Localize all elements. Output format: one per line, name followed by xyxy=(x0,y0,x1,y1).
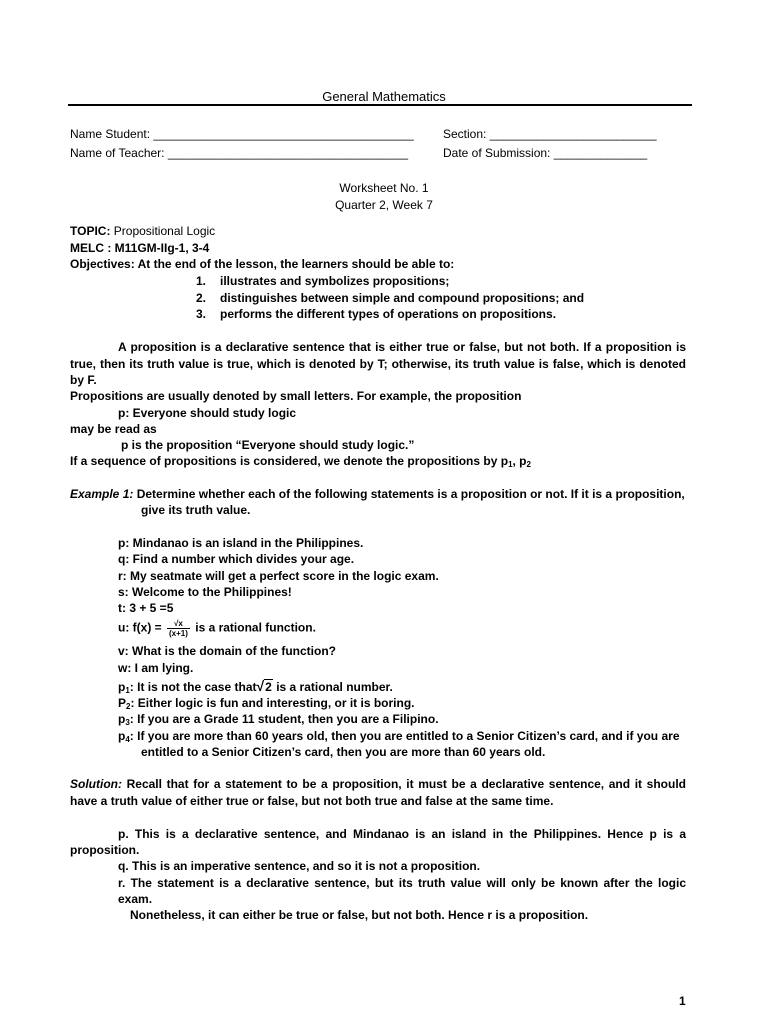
date-submission-field: Date of Submission: ______________ xyxy=(443,146,648,160)
statement-r: r: My seatmate will get a perfect score in the logic exam. xyxy=(118,569,439,583)
name-student-field: Name Student: _______________________________________ xyxy=(70,127,414,141)
statement-p2: $P_2$: Either logic is fun and interesting, or it is boring. xyxy=(118,696,415,711)
melc-line xyxy=(70,240,686,256)
statement-t: t: 3 + 5 =5 xyxy=(118,601,174,615)
solution-label: Solution: xyxy=(70,777,122,791)
definition-line-3: by F. xyxy=(70,373,97,387)
objective-item: 1. illustrates and symbolizes propositions; xyxy=(196,274,450,288)
statement-p: p: Mindanao is an island in the Philippines. xyxy=(118,536,364,550)
definition-reading: p is the proposition “Everyone should study logic.” xyxy=(121,438,415,452)
title-divider xyxy=(68,104,692,106)
objectives-line xyxy=(70,256,686,272)
objective-item: 2. distinguishes between simple and compound propositions; and xyxy=(196,291,585,305)
statement-q: q: Find a number which divides your age. xyxy=(118,552,355,566)
solution-line-2: have a truth value of either true or false, but not both true and false at the same time. xyxy=(70,794,554,808)
proposition-term: proposition xyxy=(130,340,197,354)
topic-line xyxy=(70,223,686,239)
section-field: Section: _________________________ xyxy=(443,127,657,141)
definition-example: p: Everyone should study logic xyxy=(118,406,297,420)
definition-line-4: Propositions are usually denoted by small letters. For example, the proposition xyxy=(70,389,522,403)
page-number: 1 xyxy=(679,994,686,1008)
topic-value: Propositional Logic xyxy=(110,224,216,238)
statement-v: v: What is the domain of the function? xyxy=(118,644,336,658)
solution-line-1: Solution: Recall that for a statement to be a proposition, it must be a declarative sentence, and it should xyxy=(70,777,686,791)
statement-p1: $p_1$: It is not the case that√2 is a rational number. xyxy=(118,678,393,695)
solution-r-line-1: r. The statement is a declarative sentence, but its truth value will only be known after the logic xyxy=(118,876,686,890)
objectives-label: Objectives: xyxy=(70,257,135,271)
solution-q: q. This is an imperative sentence, and so it is not a proposition. xyxy=(118,859,481,873)
melc-label: MELC : xyxy=(70,241,112,255)
name-teacher-field: Name of Teacher: ____________________________________ xyxy=(70,146,409,160)
definition-line-8: If a sequence of propositions is considered, we denote the propositions by $p_1$, $p_2$ xyxy=(70,454,531,469)
statement-p4: $p_4$: If you are more than 60 years old, then you are entitled to a Senior Citizen’s card, and if you are xyxy=(118,729,680,744)
statement-p3: $p_3$: If you are a Grade 11 student, then you are a Filipino. xyxy=(118,712,439,727)
example-1-label: Example 1: xyxy=(70,487,134,501)
worksheet-subtitle: Quarter 2, Week 7 xyxy=(335,198,433,212)
example-1-line-2: give its truth value. xyxy=(141,503,251,517)
statement-w: w: I am lying. xyxy=(118,661,194,675)
objective-item: 3. performs the different types of operations on propositions. xyxy=(196,307,557,321)
solution-r-line-3: Nonetheless, it can either be true or false, but not both. Hence r is a proposition. xyxy=(130,908,589,922)
solution-p-line-2: proposition. xyxy=(70,843,140,857)
objectives-intro: At the end of the lesson, the learners should be able to: xyxy=(134,257,455,271)
melc-value: M11GM-IIg-1, 3-4 xyxy=(111,241,210,255)
statement-u: u: f(x) = $\frac{√x}{(x+1)}$ is a rational function. xyxy=(118,619,316,638)
sqrt-symbol: √2 xyxy=(256,678,272,694)
rational-function-fraction xyxy=(167,619,190,638)
solution-p-line-1: p. This is a declarative sentence, and Mindanao is an island in the Philippines. Hence p is a xyxy=(118,827,686,841)
worksheet-title: Worksheet No. 1 xyxy=(339,181,429,195)
page-title: General Mathematics xyxy=(322,89,446,104)
definition-line-2: true, then its truth value is true, which is denoted by T; otherwise, its truth value is false, which is denoted xyxy=(70,357,686,371)
definition-line-6: may be read as xyxy=(70,422,157,436)
definition-line-1: A proposition is a declarative sentence that is either true or false, but not both. If a proposition is xyxy=(118,340,687,354)
topic-label: TOPIC: xyxy=(70,224,111,238)
statement-p4-continuation: entitled to a Senior Citizen’s card, then you are more than 60 years old. xyxy=(141,745,546,759)
example-1-line-1: Example 1: Determine whether each of the following statements is a proposition or not. If it is a proposition, xyxy=(70,487,685,501)
fraction-denominator: (x+1) xyxy=(169,629,188,638)
solution-r-line-2: exam. xyxy=(118,892,153,906)
fraction-numerator: √x xyxy=(167,619,190,629)
statement-s: s: Welcome to the Philippines! xyxy=(118,585,292,599)
